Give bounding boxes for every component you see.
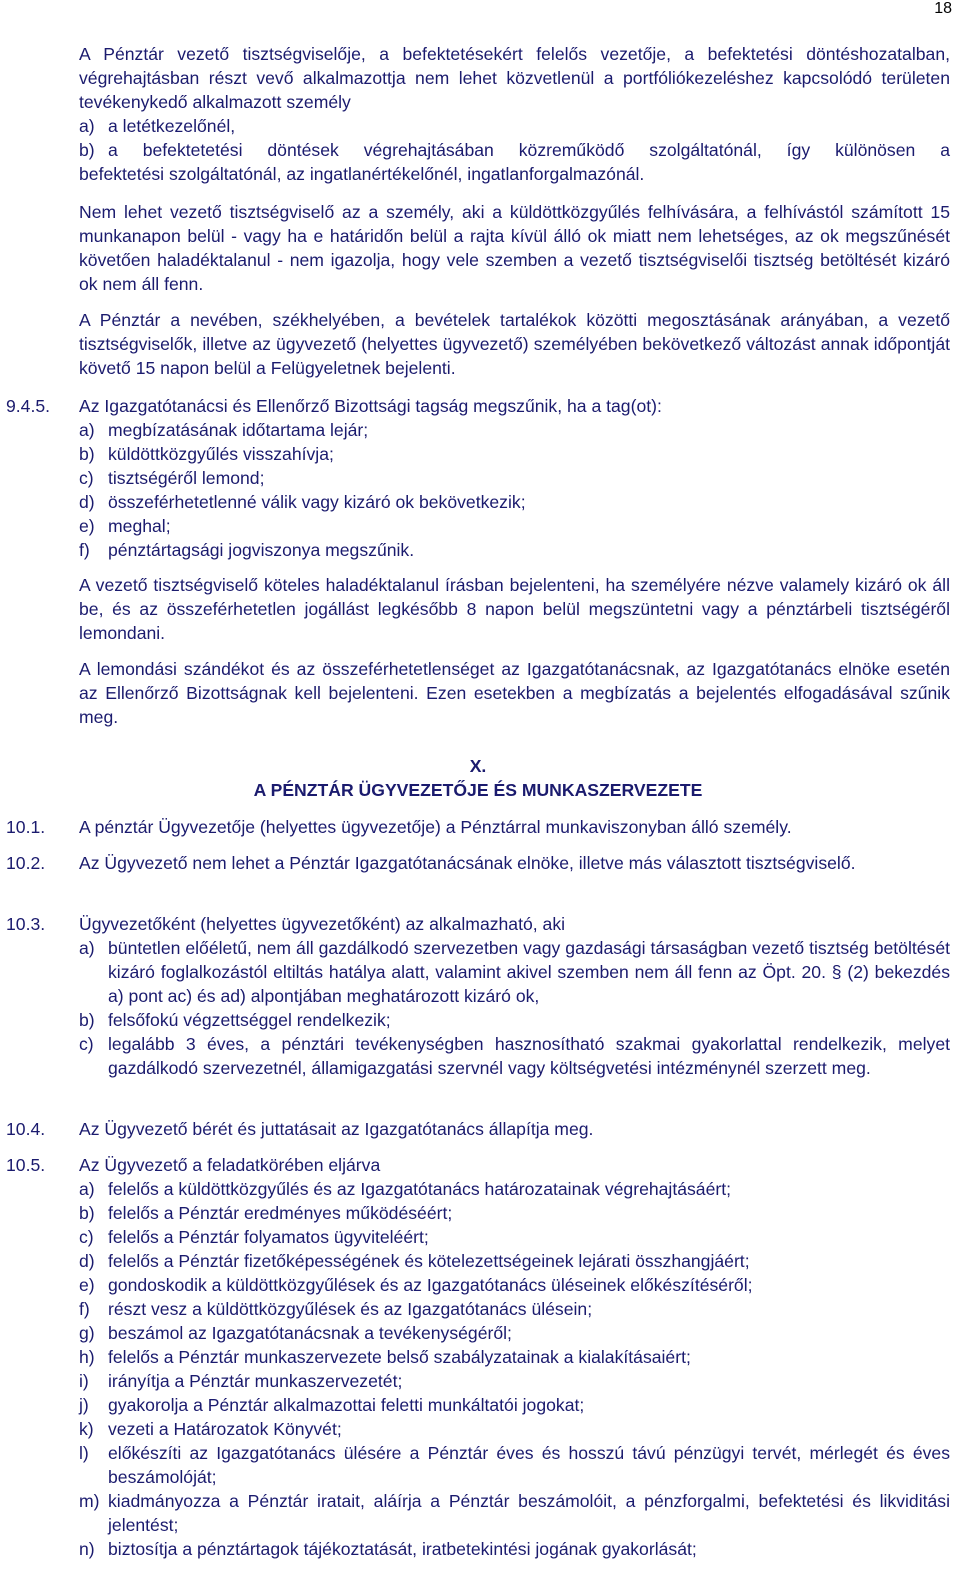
item-label: e) bbox=[79, 516, 95, 536]
item-label: n) bbox=[79, 1539, 95, 1559]
paragraph-report-obligation: A vezető tisztségviselő köteles haladéktalanul írásban bejelenteni, ha személyére nézve valamely kizáró ok áll be, és az összeférhetetlen jogállást legkésőbb 8 napon belül megszüntetni vagy a pénztárbeli tisztségéről lemondani. bbox=[79, 575, 950, 643]
list-item bbox=[79, 1177, 950, 1201]
page-number: 18 bbox=[934, 0, 952, 17]
section-9-4-5 bbox=[79, 394, 950, 562]
item-label: c) bbox=[79, 1034, 94, 1054]
item-label: b) bbox=[79, 1010, 95, 1030]
item-text: a befektetetési döntések végrehajtásában közreműködő szolgáltatónál, így különösen a bbox=[108, 140, 950, 160]
section-number: 10.2. bbox=[6, 853, 46, 873]
chapter-number: X. bbox=[469, 756, 487, 776]
item-label: g) bbox=[79, 1323, 95, 1343]
list-item bbox=[79, 1225, 950, 1249]
section-number: 10.3. bbox=[6, 914, 46, 934]
list-item bbox=[79, 1393, 950, 1417]
item-label: b) bbox=[79, 1203, 95, 1223]
list-item bbox=[79, 514, 950, 538]
item-label: d) bbox=[79, 1251, 95, 1271]
list-item bbox=[79, 1537, 950, 1561]
section-intro: Ügyvezetőként (helyettes ügyvezetőként) az alkalmazható, aki bbox=[79, 914, 566, 934]
list-item bbox=[79, 1297, 950, 1321]
item-label: b) bbox=[79, 140, 95, 160]
item-text: pénztártagsági jogviszonya megszűnik. bbox=[108, 540, 415, 560]
item-label: h) bbox=[79, 1347, 95, 1367]
section-intro: Az Igazgatótanácsi és Ellenőrző Bizottsági tagság megszűnik, ha a tag(ot): bbox=[79, 396, 662, 416]
list-item bbox=[79, 1249, 950, 1273]
paragraph-portfolio-restriction bbox=[79, 42, 950, 186]
item-text: előkészíti az Igazgatótanács ülésére a Pénztár éves és hosszú távú pénzügyi tervét, mérlegét és éves beszámolóját; bbox=[108, 1443, 950, 1487]
item-text: felelős a Pénztár folyamatos ügyviteléért; bbox=[108, 1227, 429, 1247]
item-text: kiadmányozza a Pénztár iratait, aláírja a Pénztár beszámolóit, a pénzforgalmi, befektetési és likviditási jelentést; bbox=[108, 1491, 950, 1535]
item-text: tisztségéről lemond; bbox=[108, 468, 265, 488]
item-label: c) bbox=[79, 1227, 94, 1247]
list-item bbox=[79, 442, 950, 466]
item-label: i) bbox=[79, 1371, 89, 1391]
paragraph-resignation: A lemondási szándékot és az összeférhetetlenséget az Igazgatótanácsnak, az Igazgatótanács elnöke esetén az Ellenőrző Bizottságnak kell bejelenteni. Ezen esetekben a megbízatás a bejelentés elfogadásával szűnik meg. bbox=[79, 659, 950, 727]
item-text: küldöttközgyűlés visszahívja; bbox=[108, 444, 334, 464]
list-item bbox=[79, 418, 950, 442]
item-text: büntetlen előéletű, nem áll gazdálkodó szervezetben vagy gazdasági társaságban vezető tisztség betöltését kizáró foglalkozástól eltiltás hatálya alatt, valamint akivel szemben nem áll fenn az Öpt. 20. § (2) bekezdés a) pont ac) és ad) alpontjában meghatározott kizáró ok, bbox=[108, 938, 950, 1006]
list-item bbox=[79, 1369, 950, 1393]
item-text: a letétkezelőnél, bbox=[108, 116, 236, 136]
list-item bbox=[79, 1345, 950, 1369]
item-text: legalább 3 éves, a pénztári tevékenységben hasznosítható szakmai gyakorlattal rendelkezik, melyet gazdálkodó szervezetnél, államigazgatási szervnél vagy költségvetési intézménynél szerzett meg. bbox=[108, 1034, 950, 1078]
section-number: 10.5. bbox=[6, 1155, 46, 1175]
item-text: beszámol az Igazgatótanácsnak a tevékenységéről; bbox=[108, 1323, 512, 1343]
item-text: részt vesz a küldöttközgyűlések és az Igazgatótanács ülésein; bbox=[108, 1299, 593, 1319]
item-text: gondoskodik a küldöttközgyűlések és az Igazgatótanács üléseinek előkészítéséről; bbox=[108, 1275, 753, 1295]
item-label: k) bbox=[79, 1419, 94, 1439]
list-item bbox=[79, 1032, 950, 1080]
item-label: f) bbox=[79, 540, 90, 560]
item-label: d) bbox=[79, 492, 95, 512]
list-item bbox=[79, 1489, 950, 1537]
list-item bbox=[79, 114, 950, 138]
chapter-title: A PÉNZTÁR ÜGYVEZETŐJE ÉS MUNKASZERVEZETE bbox=[253, 780, 703, 800]
list-item bbox=[79, 1441, 950, 1489]
section-10-2-text: Az Ügyvezető nem lehet a Pénztár Igazgatótanácsának elnöke, illetve más választott tisztségviselő. bbox=[79, 853, 856, 873]
list-item bbox=[79, 138, 950, 162]
section-intro: Az Ügyvezető a feladatkörében eljárva bbox=[79, 1155, 381, 1175]
item-text: felelős a Pénztár eredményes működéséért; bbox=[108, 1203, 453, 1223]
section-number: 10.4. bbox=[6, 1119, 46, 1139]
item-text: meghal; bbox=[108, 516, 171, 536]
list-item bbox=[79, 1201, 950, 1225]
section-10-5 bbox=[79, 1153, 950, 1561]
list-item bbox=[79, 1417, 950, 1441]
list-item bbox=[79, 1273, 950, 1297]
item-label: m) bbox=[79, 1491, 100, 1511]
item-label: a) bbox=[79, 1179, 95, 1199]
item-text: irányítja a Pénztár munkaszervezetét; bbox=[108, 1371, 403, 1391]
list-item bbox=[79, 1321, 950, 1345]
item-text: felelős a Pénztár fizetőképességének és kötelezettségeinek lejárati összhangjáért; bbox=[108, 1251, 750, 1271]
item-label: e) bbox=[79, 1275, 95, 1295]
item-text: összeférhetetlenné válik vagy kizáró ok bekövetkezik; bbox=[108, 492, 526, 512]
section-number: 9.4.5. bbox=[6, 396, 51, 416]
item-label: f) bbox=[79, 1299, 90, 1319]
paragraph-text: A Pénztár vezető tisztségviselője, a befektetésekért felelős vezetője, a befektetési döntéshozatalban, végrehajtásban részt vevő alkalmazottja nem lehet közvetlenül a portfóliókezeléshez kapcsolódó területen tevékenykedő alkalmazott személy bbox=[79, 44, 950, 112]
section-10-4-text: Az Ügyvezető bérét és juttatásait az Igazgatótanács állapítja meg. bbox=[79, 1119, 594, 1139]
item-text: biztosítja a pénztártagok tájékoztatását, iratbetekintési jogának gyakorlását; bbox=[108, 1539, 697, 1559]
item-text: felelős a Pénztár munkaszervezete belső szabályzatainak a kialakításaiért; bbox=[108, 1347, 691, 1367]
item-text: felelős a küldöttközgyűlés és az Igazgatótanács határozatainak végrehajtásáért; bbox=[108, 1179, 732, 1199]
list-item bbox=[79, 1008, 950, 1032]
paragraph-tail: befektetési szolgáltatónál, az ingatlanértékelőnél, ingatlanforgalmazónál. bbox=[79, 164, 645, 184]
item-text: felsőfokú végzettséggel rendelkezik; bbox=[108, 1010, 391, 1030]
item-label: b) bbox=[79, 444, 95, 464]
item-label: l) bbox=[79, 1443, 89, 1463]
item-text: megbízatásának időtartama lejár; bbox=[108, 420, 369, 440]
item-label: a) bbox=[79, 116, 95, 136]
paragraph-change-report: A Pénztár a nevében, székhelyében, a bevételek tartalékok közötti megosztásának arányában, a vezető tisztségviselők, illetve az ügyvezető (helyettes ügyvezető) személyében bekövetkező változást annak időpontját követő 15 napon belül a Felügyeletnek bejelenti. bbox=[79, 310, 950, 378]
item-text: vezeti a Határozatok Könyvét; bbox=[108, 1419, 342, 1439]
item-label: a) bbox=[79, 420, 95, 440]
list-item bbox=[79, 538, 950, 562]
section-10-1-text: A pénztár Ügyvezetője (helyettes ügyvezetője) a Pénztárral munkaviszonyban álló személy. bbox=[79, 817, 792, 837]
list-item bbox=[79, 466, 950, 490]
list-item bbox=[79, 936, 950, 1008]
item-label: a) bbox=[79, 938, 95, 958]
section-10-3 bbox=[79, 912, 950, 1080]
item-text: gyakorolja a Pénztár alkalmazottai feletti munkáltatói jogokat; bbox=[108, 1395, 585, 1415]
item-label: c) bbox=[79, 468, 94, 488]
section-number: 10.1. bbox=[6, 817, 46, 837]
item-label: j) bbox=[79, 1395, 89, 1415]
paragraph-eligibility: Nem lehet vezető tisztségviselő az a személy, aki a küldöttközgyűlés felhívására, a felhívástól számított 15 munkanapon belül - vagy ha e határidőn belül a rajta kívül álló ok miatt nem lehetséges, az ok megszűnését követően haladéktalanul - nem igazolja, hogy vele szemben a vezető tisztségviselői tisztség betöltését kizáró ok nem áll fenn. bbox=[79, 202, 950, 294]
list-item bbox=[79, 490, 950, 514]
